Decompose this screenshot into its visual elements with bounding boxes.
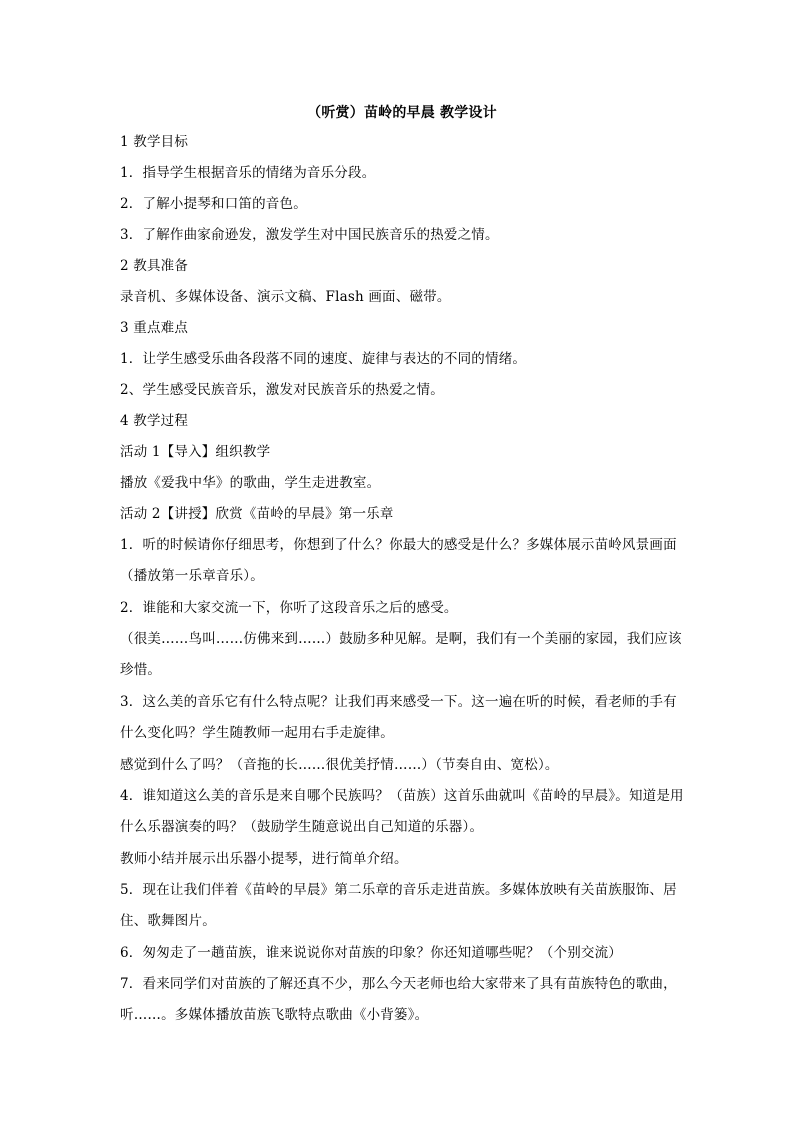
- process-step-2-detail: （很美……鸟叫……仿佛来到……）鼓励多种见解。是啊，我们有一个美丽的家园，我们应该珍惜。: [120, 631, 682, 678]
- key-point-2: 2、学生感受民族音乐，激发对民族音乐的热爱之情。: [120, 382, 444, 398]
- document-title: （听赏）苗岭的早晨 教学设计: [307, 105, 497, 121]
- activity-1-text: 播放《爱我中华》的歌曲，学生走进教室。: [120, 475, 381, 491]
- heading-teaching-materials: 2 教具准备: [120, 258, 189, 274]
- process-step-7: 7．看来同学们对苗族的了解还真不少，那么今天老师也给大家带来了具有苗族特色的歌曲，听……。多媒体播放苗族飞歌特点歌曲《小背篓》。: [120, 976, 677, 1023]
- process-step-5: 5．现在让我们伴着《苗岭的早晨》第二乐章的音乐走进苗族。多媒体放映有关苗族服饰、居住、歌舞图片。: [120, 882, 677, 929]
- key-point-1: 1．让学生感受乐曲各段落不同的速度、旋律与表达的不同的情绪。: [120, 351, 527, 367]
- activity-1-heading: 活动 1【导入】组织教学: [120, 444, 271, 460]
- process-step-2: 2．谁能和大家交流一下，你听了这段音乐之后的感受。: [120, 600, 458, 616]
- activity-2-heading: 活动 2【讲授】欣赏《苗岭的早晨》第一乐章: [120, 506, 394, 522]
- process-step-3-detail: 感觉到什么了吗？（音拖的长……很优美抒情……）（节奏自由、宽松）。: [120, 757, 559, 773]
- process-step-3: 3．这么美的音乐它有什么特点呢？让我们再来感受一下。这一遍在听的时候，看老师的手有什么变化吗？学生随教师一起用右手走旋律。: [120, 694, 677, 741]
- process-step-1: 1．听的时候请你仔细思考，你想到了什么？你最大的感受是什么？多媒体展示苗岭风景画面（播放第一乐章音乐）。: [120, 537, 677, 584]
- process-step-6: 6．匆匆走了一趟苗族，谁来说说你对苗族的印象？你还知道哪些呢？（个别交流）: [120, 945, 622, 961]
- materials-text: 录音机、多媒体设备、演示文稿、Flash 画面、磁带。: [120, 289, 451, 305]
- heading-key-points: 3 重点难点: [120, 320, 189, 336]
- process-step-4-detail: 教师小结并展示出乐器小提琴，进行简单介绍。: [120, 851, 408, 867]
- process-step-4: 4．谁知道这么美的音乐是来自哪个民族吗？（苗族）这首乐曲就叫《苗岭的早晨》。知道是用什么乐器演奏的吗？（鼓励学生随意说出自己知道的乐器）。: [120, 788, 684, 835]
- goal-item-3: 3．了解作曲家俞逊发，激发学生对中国民族音乐的热爱之情。: [120, 227, 499, 243]
- goal-item-2: 2．了解小提琴和口笛的音色。: [120, 196, 307, 212]
- heading-teaching-goals: 1 教学目标: [120, 134, 189, 150]
- goal-item-1: 1．指导学生根据音乐的情绪为音乐分段。: [120, 165, 376, 181]
- heading-teaching-process: 4 教学过程: [120, 413, 189, 429]
